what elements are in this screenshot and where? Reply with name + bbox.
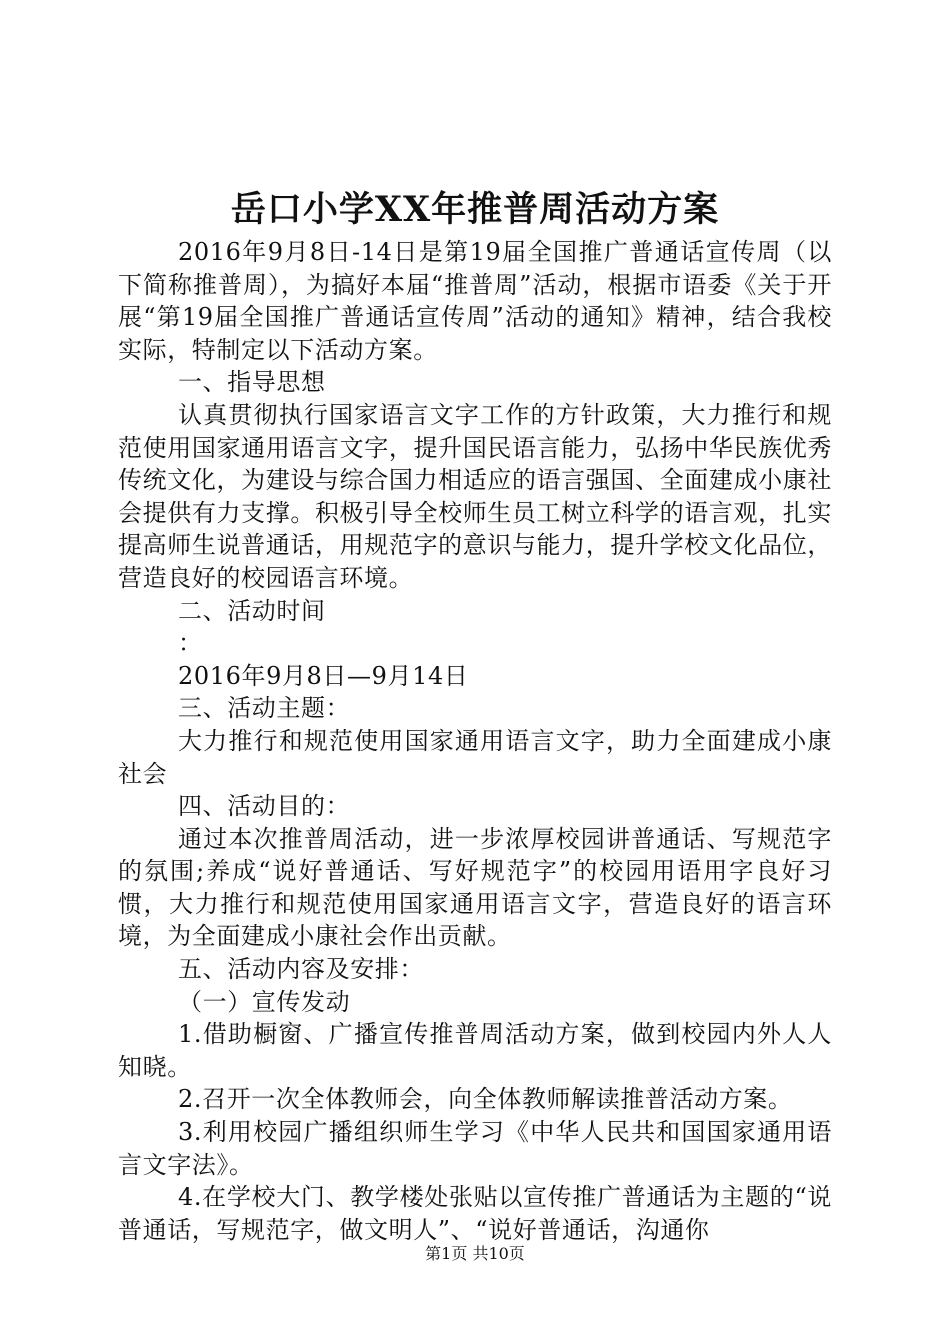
section-heading-activity-purpose: 四、活动目的： bbox=[178, 792, 351, 821]
page-number-footer: 第1页 共10页 bbox=[425, 1244, 525, 1263]
activity-purpose-paragraph: 通过本次推普周活动，进一步浓厚校园讲普通话、写规范字的氛围;养成“说好普通话、写好规范字”的校园用语用字良好习惯，大力推行和规范使用国家通用语言文字，营造良好的语言环境，为全面建成小康社会作出贡献。 bbox=[118, 824, 832, 951]
activity-time-paragraph: 2016年9月8日—9月14日 bbox=[178, 661, 469, 690]
document-body bbox=[118, 236, 832, 1246]
section-heading-activity-theme: 三、活动主题： bbox=[178, 694, 351, 723]
list-item-2: 2.召开一次全体教师会，向全体教师解读推普活动方案。 bbox=[178, 1085, 793, 1114]
list-item-4: 4.在学校大门、教学楼处张贴以宣传推广普通话为主题的“说普通话，写规范字，做文明人”、“说好普通话，沟通你 bbox=[118, 1183, 832, 1244]
stray-colon-line: ： bbox=[178, 629, 203, 658]
subsection-heading-publicity: （一）宣传发动 bbox=[178, 987, 351, 1016]
document-title: 岳口小学XX年推普周活动方案 bbox=[230, 189, 720, 230]
intro-paragraph: 2016年9月8日-14日是第19届全国推广普通话宣传周（以下简称推普周），为搞好本届“推普周”活动，根据市语委《关于开展“第19届全国推广普通话宣传周”活动的通知》精神，结合我校实际，特制定以下活动方案。 bbox=[118, 238, 832, 364]
section-heading-activity-time: 二、活动时间 bbox=[178, 596, 326, 625]
guiding-thought-paragraph: 认真贯彻执行国家语言文字工作的方针政策，大力推行和规范使用国家通用语言文字，提升国民语言能力，弘扬中华民族优秀传统文化，为建设与综合国力相适应的语言强国、全面建成小康社会提供有力支撑。积极引导全校师生员工树立科学的语言观，扎实提高师生说普通话，用规范字的意识与能力，提升学校文化品位，营造良好的校园语言环境。 bbox=[118, 400, 832, 592]
activity-theme-paragraph: 大力推行和规范使用国家通用语言文字，助力全面建成小康社会 bbox=[118, 726, 832, 788]
list-item-3: 3.利用校园广播组织师生学习《中华人民共和国国家通用语言文字法》。 bbox=[118, 1118, 832, 1179]
section-heading-guiding-thought: 一、指导思想 bbox=[178, 368, 326, 397]
list-item-1: 1.借助橱窗、广播宣传推普周活动方案，做到校园内外人人知晓。 bbox=[118, 1020, 832, 1081]
section-heading-content-arrangement: 五、活动内容及安排： bbox=[178, 955, 424, 984]
